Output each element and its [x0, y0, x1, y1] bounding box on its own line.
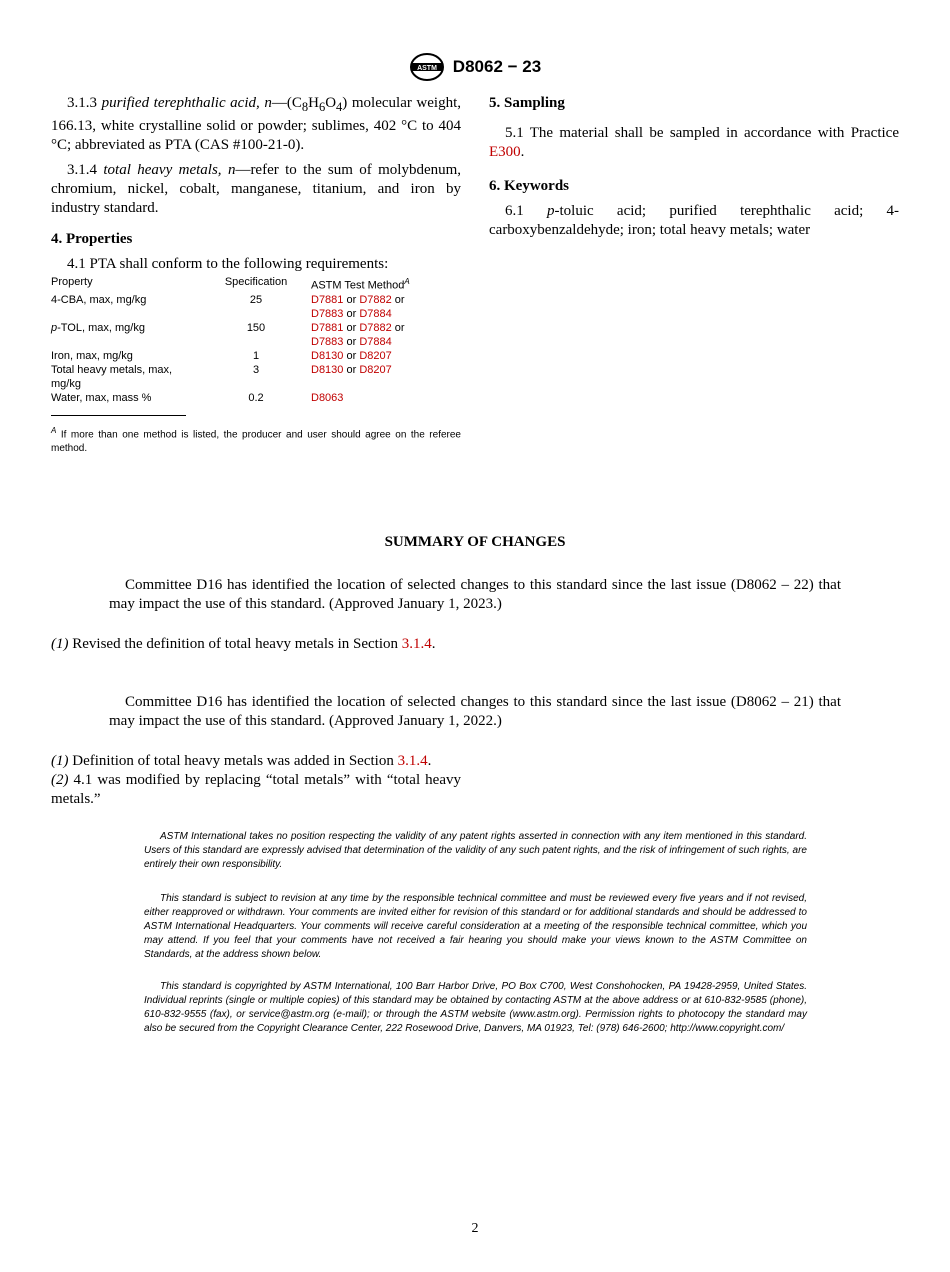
paragraph-5-1: 5.1 The material shall be sampled in accordance with Practice E300. — [489, 125, 899, 160]
method-link[interactable]: D8130 — [311, 363, 344, 376]
section-6-heading: 6. Keywords — [489, 178, 569, 194]
revision-notice: This standard is subject to revision at any time by the responsible technical committee and must be reviewed every five years and if not revised, either reapproved or withdrawn. Your comments are invited either for revision of this standard or for additional standards and should be addressed to ASTM International Headquarters. Your comments will receive careful consideration at a meeting of the responsible technical committee, which you may attend. If you feel that your comments have not received a fair hearing you should make your views known to the ASTM Committee on Standards, at the address shown below. — [144, 893, 807, 960]
table-row: p-TOL, max, mg/kg 150 D7881 or D7882 or D7883 or D7884 — [51, 321, 405, 348]
method-link[interactable]: D7883 — [311, 307, 344, 320]
table-row: Total heavy metals, max, mg/kg 3 D8130 or D8207 — [51, 363, 392, 390]
section-3-1-4-link[interactable]: 3.1.4 — [397, 753, 428, 769]
table-footnote: $^A$ If more than one method is listed, the producer and user should agree on the referee method. — [51, 425, 461, 454]
summary-paragraph-1: Committee D16 has identified the location of selected changes to this standard since the last issue (D8062 – 22) that may impact the use of this standard. (Approved January 1, 2023.) — [109, 577, 841, 612]
summary-title: SUMMARY OF CHANGES — [384, 534, 566, 550]
table-header-row: Property Specification ASTM Test Method$^A$ — [51, 276, 410, 292]
change-item-3: (2) 4.1 was modified by replacing “total metals” with “total heavy metals.” — [51, 772, 461, 807]
method-link[interactable]: D7884 — [359, 307, 392, 320]
table-row: Iron, max, mg/kg 1 D8130 or D8207 — [51, 349, 392, 362]
page-number: 2 — [471, 1221, 479, 1236]
astm-logo-icon — [409, 52, 445, 82]
method-link[interactable]: D8130 — [311, 349, 344, 362]
method-link[interactable]: D8063 — [311, 391, 344, 404]
method-link[interactable]: D7884 — [359, 335, 392, 348]
requirements-table — [51, 275, 461, 456]
page-header — [0, 52, 950, 82]
method-link[interactable]: D7882 — [359, 293, 392, 306]
paragraph-4-1: 4.1 PTA shall conform to the following requirements: — [67, 256, 389, 272]
footnote-divider — [51, 415, 186, 416]
method-link[interactable]: D7881 — [311, 293, 344, 306]
method-link[interactable]: D8207 — [359, 363, 392, 376]
method-link[interactable]: D7883 — [311, 335, 344, 348]
definition-3-1-3: 3.1.3 purified terephthalic acid, $n—(C_8H_6O_4)$ molecular weight, 166.13, white crystalline solid or powder; sublimes, 402 °C to 404 °C; abbreviated as PTA (CAS #100-21-0). — [51, 95, 462, 153]
right-column — [489, 94, 899, 240]
e300-link[interactable]: E300 — [489, 144, 521, 160]
change-item-2: (1) Definition of total heavy metals was added in Section 3.1.4. — [51, 753, 432, 769]
copyright-notice: This standard is copyrighted by ASTM International, 100 Barr Harbor Drive, PO Box C700, West Conshohocken, PA 19428-2959, United States. Individual reprints (single or multiple copies) of this standard may be obtained by contacting ASTM at the above address or at 610-832-9585 (phone), 610-832-9555 (fax), or service@astm.org (e-mail); or through the ASTM website (www.astm.org). Permission rights to photocopy the standard may also be secured from the Copyright Clearance Center, 222 Rosewood Drive, Danvers, MA 01923, Tel: (978) 646-2600; http://www.copyright.com/ — [144, 981, 807, 1034]
method-link[interactable]: D7881 — [311, 321, 344, 334]
section-5-heading: 5. Sampling — [489, 95, 565, 111]
change-list-2022 — [51, 752, 461, 809]
definition-3-1-4: 3.1.4 total heavy metals, n—refer to the sum of molybdenum, chromium, nickel, cobalt, manganese, titanium, and iron by industry standard. — [51, 162, 462, 216]
patent-notice: ASTM International takes no position respecting the validity of any patent rights asserted in connection with any item mentioned in this standard. Users of this standard are expressly advised that determination of the validity of any such patent rights, and the risk of infringement of such rights, are entirely their own responsibility. — [144, 831, 807, 870]
section-4-heading: 4. Properties — [51, 231, 133, 247]
table-row: 4-CBA, max, mg/kg 25 D7881 or D7882 or D7883 or D7884 — [51, 293, 405, 320]
left-column — [51, 94, 461, 274]
method-link[interactable]: D8207 — [359, 349, 392, 362]
paragraph-6-1: 6.1 p-toluic acid; purified terephthalic acid; 4-carboxybenzaldehyde; iron; total heavy metals; water — [489, 203, 900, 238]
method-link[interactable]: D7882 — [359, 321, 392, 334]
change-item-1: (1) Revised the definition of total heavy metals in Section 3.1.4. — [51, 636, 436, 652]
table-row: Water, max, mass % 0.2 D8063 — [51, 391, 344, 404]
summary-paragraph-2: Committee D16 has identified the location of selected changes to this standard since the last issue (D8062 – 21) that may impact the use of this standard. (Approved January 1, 2022.) — [109, 694, 841, 729]
section-3-1-4-link[interactable]: 3.1.4 — [401, 636, 432, 652]
svg-text:ASTM: ASTM — [416, 65, 437, 72]
document-designation: D8062 − 23 — [452, 57, 542, 76]
